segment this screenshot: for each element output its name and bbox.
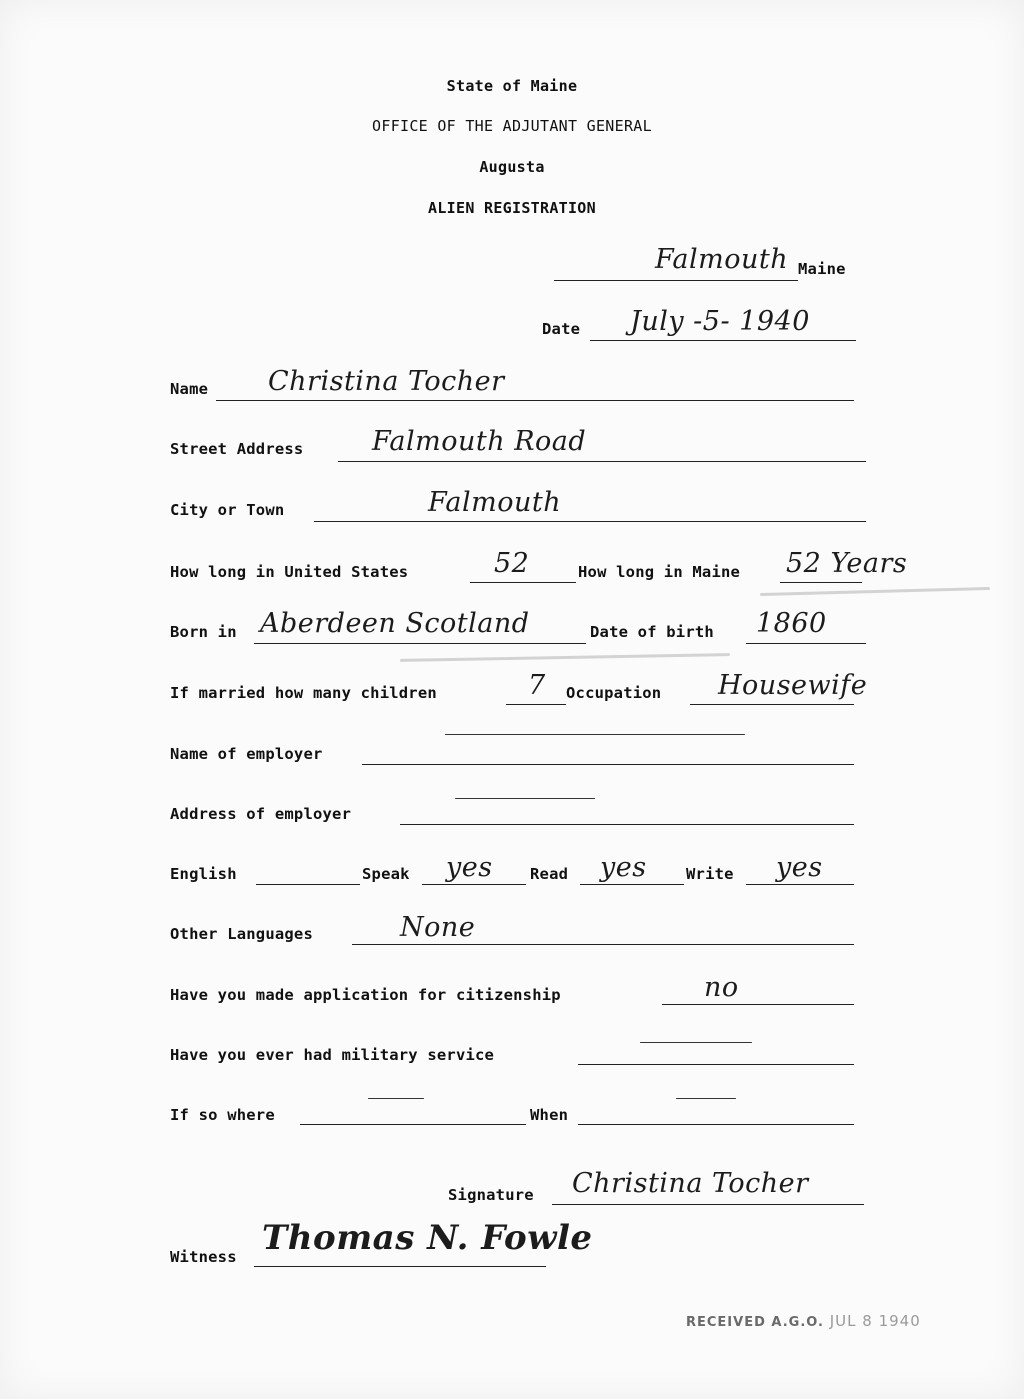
dob-line	[746, 643, 866, 644]
children-line	[506, 704, 566, 705]
signature-value: Christina Tocher	[572, 1168, 809, 1199]
employer-address-label: Address of employer	[170, 805, 352, 823]
write-value: yes	[776, 852, 823, 883]
us-years-label: How long in United States	[170, 563, 409, 581]
received-stamp	[686, 1312, 921, 1330]
place-suffix: Maine	[798, 260, 846, 278]
date-value: July -5- 1940	[630, 306, 810, 337]
occupation-line	[690, 704, 854, 705]
citizenship-value: no	[704, 972, 739, 1003]
date-line	[590, 340, 856, 341]
date-label: Date	[542, 320, 581, 338]
signature-label: Signature	[448, 1186, 534, 1204]
name-value: Christina Tocher	[268, 366, 505, 397]
header-office: OFFICE OF THE ADJUTANT GENERAL	[372, 117, 652, 135]
witness-value: Thomas N. Fowle	[262, 1218, 593, 1258]
occupation-label: Occupation	[566, 684, 662, 702]
street-label: Street Address	[170, 440, 304, 458]
military-dash	[640, 1042, 752, 1043]
city-value: Falmouth	[428, 487, 562, 518]
when-label: When	[530, 1106, 569, 1124]
read-value: yes	[600, 852, 647, 883]
write-line	[746, 884, 854, 885]
employer-address-line	[400, 824, 854, 825]
when-dash	[676, 1098, 736, 1099]
witness-line	[254, 1266, 546, 1267]
where-dash	[368, 1098, 424, 1099]
place-value: Falmouth	[655, 244, 789, 275]
street-line	[338, 461, 866, 462]
other-languages-line	[352, 944, 854, 945]
military-label: Have you ever had military service	[170, 1046, 495, 1064]
dob-label: Date of birth	[590, 623, 714, 641]
maine-years-value: 52 Years	[786, 548, 908, 579]
speak-line	[422, 884, 526, 885]
when-line	[578, 1124, 854, 1125]
header-title: ALIEN REGISTRATION	[428, 199, 596, 217]
where-label: If so where	[170, 1106, 275, 1124]
speak-value: yes	[446, 852, 493, 883]
children-value: 7	[528, 670, 546, 701]
english-label: English	[170, 865, 237, 883]
pencil-smudge	[400, 653, 730, 662]
citizenship-line	[662, 1004, 854, 1005]
maine-years-label: How long in Maine	[578, 563, 741, 581]
other-languages-label: Other Languages	[170, 925, 313, 943]
employer-address-dash	[455, 798, 595, 799]
stamp-date: JUL 8 1940	[829, 1312, 921, 1330]
english-line	[256, 884, 360, 885]
us-years-value: 52	[494, 548, 530, 579]
dob-value: 1860	[756, 608, 827, 639]
read-line	[580, 884, 684, 885]
employer-dash	[445, 734, 745, 735]
employer-label: Name of employer	[170, 745, 323, 763]
military-line	[578, 1064, 854, 1065]
born-line	[254, 643, 586, 644]
signature-line	[552, 1204, 864, 1205]
street-value: Falmouth Road	[372, 426, 587, 457]
born-label: Born in	[170, 623, 237, 641]
stamp-prefix: RECEIVED A.G.O.	[686, 1315, 824, 1330]
name-line	[216, 400, 854, 401]
born-value: Aberdeen Scotland	[260, 608, 530, 639]
header-city: Augusta	[479, 158, 545, 176]
speak-label: Speak	[362, 865, 410, 883]
citizenship-label: Have you made application for citizenship	[170, 986, 561, 1004]
read-label: Read	[530, 865, 569, 883]
city-line	[314, 521, 866, 522]
name-label: Name	[170, 380, 209, 398]
other-languages-value: None	[400, 912, 476, 943]
write-label: Write	[686, 865, 734, 883]
header-state: State of Maine	[446, 77, 578, 95]
us-years-line	[470, 582, 576, 583]
city-label: City or Town	[170, 501, 285, 519]
where-line	[300, 1124, 526, 1125]
pencil-smudge	[760, 587, 990, 596]
children-label: If married how many children	[170, 684, 437, 702]
witness-label: Witness	[170, 1248, 237, 1266]
maine-years-line	[780, 582, 862, 583]
occupation-value: Housewife	[718, 670, 868, 701]
place-line	[554, 280, 798, 281]
employer-line	[362, 764, 854, 765]
